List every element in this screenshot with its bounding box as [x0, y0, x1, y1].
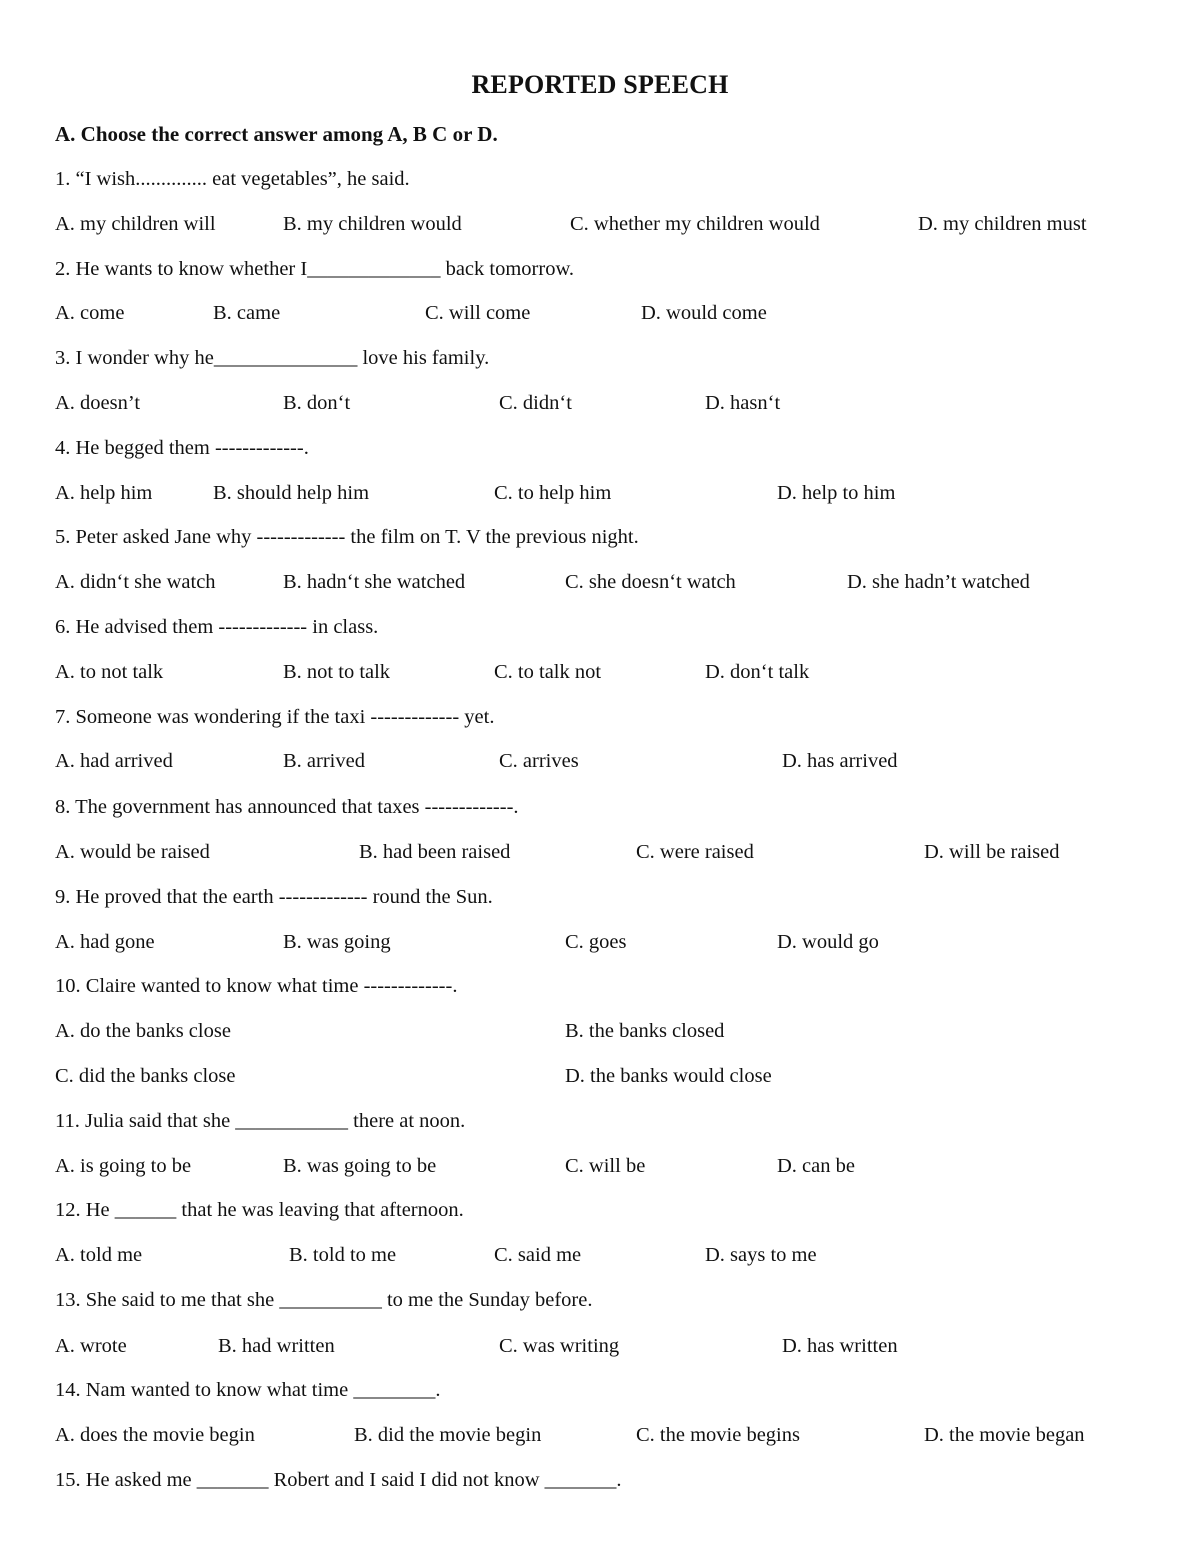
q5-option-c: C. she doesn‘t watch	[565, 571, 736, 593]
q9-option-b: B. was going	[283, 931, 391, 953]
q11-option-a: A. is going to be	[55, 1155, 192, 1177]
q11-option-d: D. can be	[777, 1155, 855, 1177]
q14-option-c: C. the movie begins	[636, 1424, 800, 1446]
q9-option-d: D. would go	[777, 931, 879, 953]
q12-option-b: B. told to me	[289, 1244, 397, 1266]
q9-option-c: C. goes	[565, 931, 627, 953]
q13-option-c: C. was writing	[499, 1335, 620, 1357]
question-10: 10. Claire wanted to know what time -------------.	[55, 975, 458, 997]
page-title: REPORTED SPEECH	[471, 70, 729, 99]
q14-option-d: D. the movie began	[924, 1424, 1085, 1446]
q3-option-b: B. don‘t	[283, 392, 351, 414]
q10-option-c: C. did the banks close	[55, 1065, 236, 1087]
q14-option-b: B. did the movie begin	[354, 1424, 542, 1446]
q10-option-a: A. do the banks close	[55, 1020, 231, 1042]
q4-option-d: D. help to him	[777, 482, 896, 504]
q1-option-b: B. my children would	[283, 213, 462, 235]
q11-option-b: B. was going to be	[283, 1155, 437, 1177]
section-instruction: A. Choose the correct answer among A, B C or D.	[55, 122, 498, 146]
q8-option-a: A. would be raised	[55, 841, 210, 863]
q13-option-b: B. had written	[218, 1335, 335, 1357]
q3-option-a: A. doesn’t	[55, 392, 141, 414]
q7-option-d: D. has arrived	[782, 750, 898, 772]
q2-option-d: D. would come	[641, 302, 767, 324]
question-7: 7. Someone was wondering if the taxi ------------- yet.	[55, 706, 495, 728]
question-9: 9. He proved that the earth ------------- round the Sun.	[55, 886, 493, 908]
q1-option-a: A. my children will	[55, 213, 216, 235]
q5-option-b: B. hadn‘t she watched	[283, 571, 466, 593]
q4-option-b: B. should help him	[213, 482, 370, 504]
q5-option-a: A. didn‘t she watch	[55, 571, 216, 593]
q12-option-c: C. said me	[494, 1244, 582, 1266]
question-2: 2. He wants to know whether I_____________ back tomorrow.	[55, 258, 575, 280]
q6-option-a: A. to not talk	[55, 661, 164, 683]
q7-option-a: A. had arrived	[55, 750, 173, 772]
q4-option-c: C. to help him	[494, 482, 612, 504]
q11-option-c: C. will be	[565, 1155, 646, 1177]
q13-option-a: A. wrote	[55, 1335, 127, 1357]
q12-option-d: D. says to me	[705, 1244, 817, 1266]
q4-option-a: A. help him	[55, 482, 153, 504]
question-5: 5. Peter asked Jane why ------------- the film on T. V the previous night.	[55, 526, 639, 548]
q3-option-c: C. didn‘t	[499, 392, 572, 414]
q7-option-b: B. arrived	[283, 750, 365, 772]
q6-option-b: B. not to talk	[283, 661, 391, 683]
question-14: 14. Nam wanted to know what time ________.	[55, 1379, 441, 1401]
q10-option-b: B. the banks closed	[565, 1020, 725, 1042]
question-6: 6. He advised them ------------- in class.	[55, 616, 379, 638]
question-11: 11. Julia said that she ___________ there at noon.	[55, 1110, 466, 1132]
question-1: 1. “I wish.............. eat vegetables”, he said.	[55, 168, 410, 190]
q3-option-d: D. hasn‘t	[705, 392, 781, 414]
q8-option-b: B. had been raised	[359, 841, 511, 863]
question-12: 12. He ______ that he was leaving that afternoon.	[55, 1199, 464, 1221]
q2-option-b: B. came	[213, 302, 281, 324]
q14-option-a: A. does the movie begin	[55, 1424, 255, 1446]
q2-option-a: A. come	[55, 302, 125, 324]
question-13: 13. She said to me that she __________ to me the Sunday before.	[55, 1289, 593, 1311]
q1-option-d: D. my children must	[918, 213, 1087, 235]
q10-option-d: D. the banks would close	[565, 1065, 772, 1087]
q5-option-d: D. she hadn’t watched	[847, 571, 1030, 593]
q7-option-c: C. arrives	[499, 750, 579, 772]
question-3: 3. I wonder why he______________ love his family.	[55, 347, 490, 369]
q13-option-d: D. has written	[782, 1335, 898, 1357]
q8-option-c: C. were raised	[636, 841, 754, 863]
q8-option-d: D. will be raised	[924, 841, 1060, 863]
q6-option-c: C. to talk not	[494, 661, 602, 683]
q6-option-d: D. don‘t talk	[705, 661, 810, 683]
q9-option-a: A. had gone	[55, 931, 155, 953]
q1-option-c: C. whether my children would	[570, 213, 820, 235]
q2-option-c: C. will come	[425, 302, 531, 324]
question-8: 8. The government has announced that taxes -------------.	[55, 796, 519, 818]
question-4: 4. He begged them -------------.	[55, 437, 309, 459]
question-15: 15. He asked me _______ Robert and I said I did not know _______.	[55, 1469, 622, 1491]
q12-option-a: A. told me	[55, 1244, 143, 1266]
